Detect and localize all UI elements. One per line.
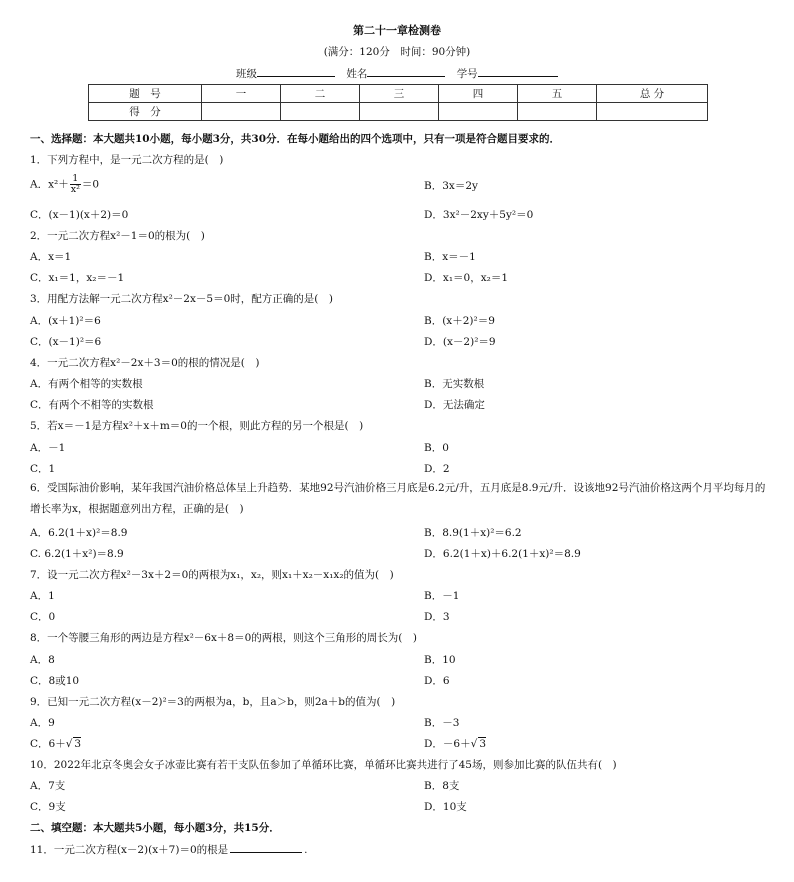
question-9-option-a[interactable]: A．9 (30, 717, 55, 729)
question-3-option-c[interactable]: C．(x－1)²＝6 (30, 336, 102, 348)
question-10-stem: 10．2022年北京冬奥会女子冰壶比赛有若干支队伍参加了单循环比赛，单循环比赛共进行了45场，则参加比赛的队伍共有( ) (30, 759, 617, 771)
question-5-option-a[interactable]: A．－1 (30, 442, 66, 454)
score-input-cell[interactable] (202, 103, 281, 121)
question-7-option-b[interactable]: B．－1 (424, 590, 460, 602)
page-title: 第二十一章检测卷 (353, 24, 441, 37)
question-5-option-d[interactable]: D．2 (424, 463, 450, 475)
question-text: . (304, 844, 308, 856)
id-blank[interactable] (478, 66, 558, 77)
question-10-option-b[interactable]: B．8支 (424, 780, 460, 792)
question-2-stem: 2．一元二次方程x²－1＝0的根为( ) (30, 230, 205, 242)
fraction-denominator: x² (70, 184, 80, 195)
question-6-stem: 6．受国际油价影响，某年我国汽油价格总体呈上升趋势．某地92号汽油价格三月底是6.2元/升，五月底是8.9元/升．设该地92号汽油价格这两个月平均每月的增长率为x，根据题意列出方程，正确的是( ) (30, 482, 766, 515)
question-7-stem: 7．设一元二次方程x²－3x＋2＝0的两根为x₁，x₂，则x₁＋x₂－x₁x₂的值为( ) (30, 569, 394, 581)
score-table-score-row (89, 103, 708, 121)
class-label: 班级 (236, 68, 257, 80)
score-table-cell: 二 (281, 85, 360, 103)
id-label: 学号 (456, 68, 478, 80)
question-3-stem: 3．用配方法解一元二次方程x²－2x－5＝0时，配方正确的是( ) (30, 293, 333, 305)
question-10-option-c[interactable]: C．9支 (30, 801, 66, 813)
question-3-option-b[interactable]: B．(x＋2)²＝9 (424, 315, 495, 327)
answer-blank[interactable] (230, 842, 302, 853)
question-8-option-d[interactable]: D．6 (424, 675, 450, 687)
score-table-header-row (89, 85, 708, 103)
class-blank[interactable] (257, 66, 335, 77)
student-info-line (236, 66, 558, 81)
option-text: ＝0 (81, 178, 100, 191)
radical-sign: √ (65, 738, 73, 750)
question-7-option-c[interactable]: C．0 (30, 611, 56, 623)
question-5-option-b[interactable]: B．0 (424, 442, 449, 454)
score-input-cell[interactable] (597, 103, 708, 121)
question-8-option-a[interactable]: A．8 (30, 654, 55, 666)
score-table (88, 84, 708, 121)
score-table-cell: 五 (518, 85, 597, 103)
option-text: C．6＋ (30, 738, 66, 750)
question-9-option-b[interactable]: B．－3 (424, 717, 460, 729)
question-2-option-a[interactable]: A．x＝1 (30, 251, 72, 263)
question-4-stem: 4．一元二次方程x²－2x＋3＝0的根的情况是( ) (30, 357, 260, 369)
question-11-stem (30, 842, 307, 857)
section-2-heading: 二、填空题：本大题共5小题，每小题3分，共15分． (30, 822, 280, 834)
question-4-option-d[interactable]: D．无法确定 (424, 399, 485, 411)
question-8-option-b[interactable]: B．10 (424, 654, 456, 666)
fraction (70, 174, 81, 195)
question-3-option-d[interactable]: D．(x－2)²＝9 (424, 336, 496, 348)
name-label: 姓名 (346, 68, 368, 80)
option-text: D．－6＋ (424, 738, 471, 750)
question-6-option-c[interactable]: C. 6.2(1＋x²)＝8.9 (30, 548, 124, 560)
question-2-option-d[interactable]: D．x₁＝0，x₂＝1 (424, 272, 509, 284)
question-1-stem: 1．下列方程中，是一元二次方程的是( ) (30, 154, 224, 166)
radical-sign: √ (470, 738, 478, 750)
score-table-cell: 一 (202, 85, 281, 103)
question-3-option-a[interactable]: A．(x＋1)²＝6 (30, 315, 101, 327)
question-9-option-d[interactable] (424, 736, 486, 751)
question-6-option-b[interactable]: B．8.9(1＋x)²＝6.2 (424, 527, 522, 539)
question-1-option-a[interactable] (30, 174, 99, 195)
question-2-option-b[interactable]: B．x＝－1 (424, 251, 476, 263)
question-9-option-c[interactable] (30, 736, 81, 751)
option-text: A．x²＋ (30, 178, 69, 191)
radicand: 3 (479, 738, 486, 750)
score-table-cell: 总 分 (597, 85, 708, 103)
question-10-option-d[interactable]: D．10支 (424, 801, 467, 813)
score-input-cell[interactable] (518, 103, 597, 121)
question-1-option-d[interactable]: D．3x²－2xy＋5y²＝0 (424, 209, 534, 221)
score-table-cell: 四 (439, 85, 518, 103)
section-1-heading: 一、选择题：本大题共10小题，每小题3分，共30分．在每小题给出的四个选项中，只有一项是符合题目要求的． (30, 133, 561, 145)
question-text: 11．一元二次方程(x－2)(x＋7)＝0的根是 (30, 844, 229, 856)
name-blank[interactable] (367, 66, 445, 77)
question-2-option-c[interactable]: C．x₁＝1，x₂＝－1 (30, 272, 125, 284)
question-4-option-b[interactable]: B．无实数根 (424, 378, 485, 390)
question-8-option-c[interactable]: C．8或10 (30, 675, 80, 687)
fraction-numerator: 1 (70, 174, 81, 185)
question-1-option-b[interactable]: B．3x＝2y (424, 180, 478, 192)
question-5-stem: 5．若x＝－1是方程x²＋x＋m＝0的一个根，则此方程的另一个根是( ) (30, 420, 364, 432)
question-6-option-a[interactable]: A．6.2(1＋x)²＝8.9 (30, 527, 128, 539)
question-4-option-a[interactable]: A．有两个相等的实数根 (30, 378, 143, 390)
radicand: 3 (74, 738, 82, 750)
question-8-stem: 8．一个等腰三角形的两边是方程x²－6x＋8＝0的两根，则这个三角形的周长为( ) (30, 632, 417, 644)
score-table-cell: 得 分 (89, 103, 202, 121)
question-7-option-a[interactable]: A．1 (30, 590, 55, 602)
score-input-cell[interactable] (360, 103, 439, 121)
question-4-option-c[interactable]: C．有两个不相等的实数根 (30, 399, 154, 411)
question-10-option-a[interactable]: A．7支 (30, 780, 66, 792)
question-1-option-c[interactable]: C．(x－1)(x＋2)＝0 (30, 209, 129, 221)
score-input-cell[interactable] (439, 103, 518, 121)
exam-subtitle: (满分：120分 时间：90分钟) (323, 46, 471, 58)
score-input-cell[interactable] (281, 103, 360, 121)
score-table-cell: 题 号 (89, 85, 202, 103)
question-9-stem: 9．已知一元二次方程(x－2)²＝3的两根为a，b，且a＞b，则2a＋b的值为( ) (30, 696, 396, 708)
question-6-option-d[interactable]: D．6.2(1＋x)＋6.2(1＋x)²＝8.9 (424, 548, 581, 560)
question-7-option-d[interactable]: D．3 (424, 611, 450, 623)
question-5-option-c[interactable]: C．1 (30, 463, 56, 475)
score-table-cell: 三 (360, 85, 439, 103)
